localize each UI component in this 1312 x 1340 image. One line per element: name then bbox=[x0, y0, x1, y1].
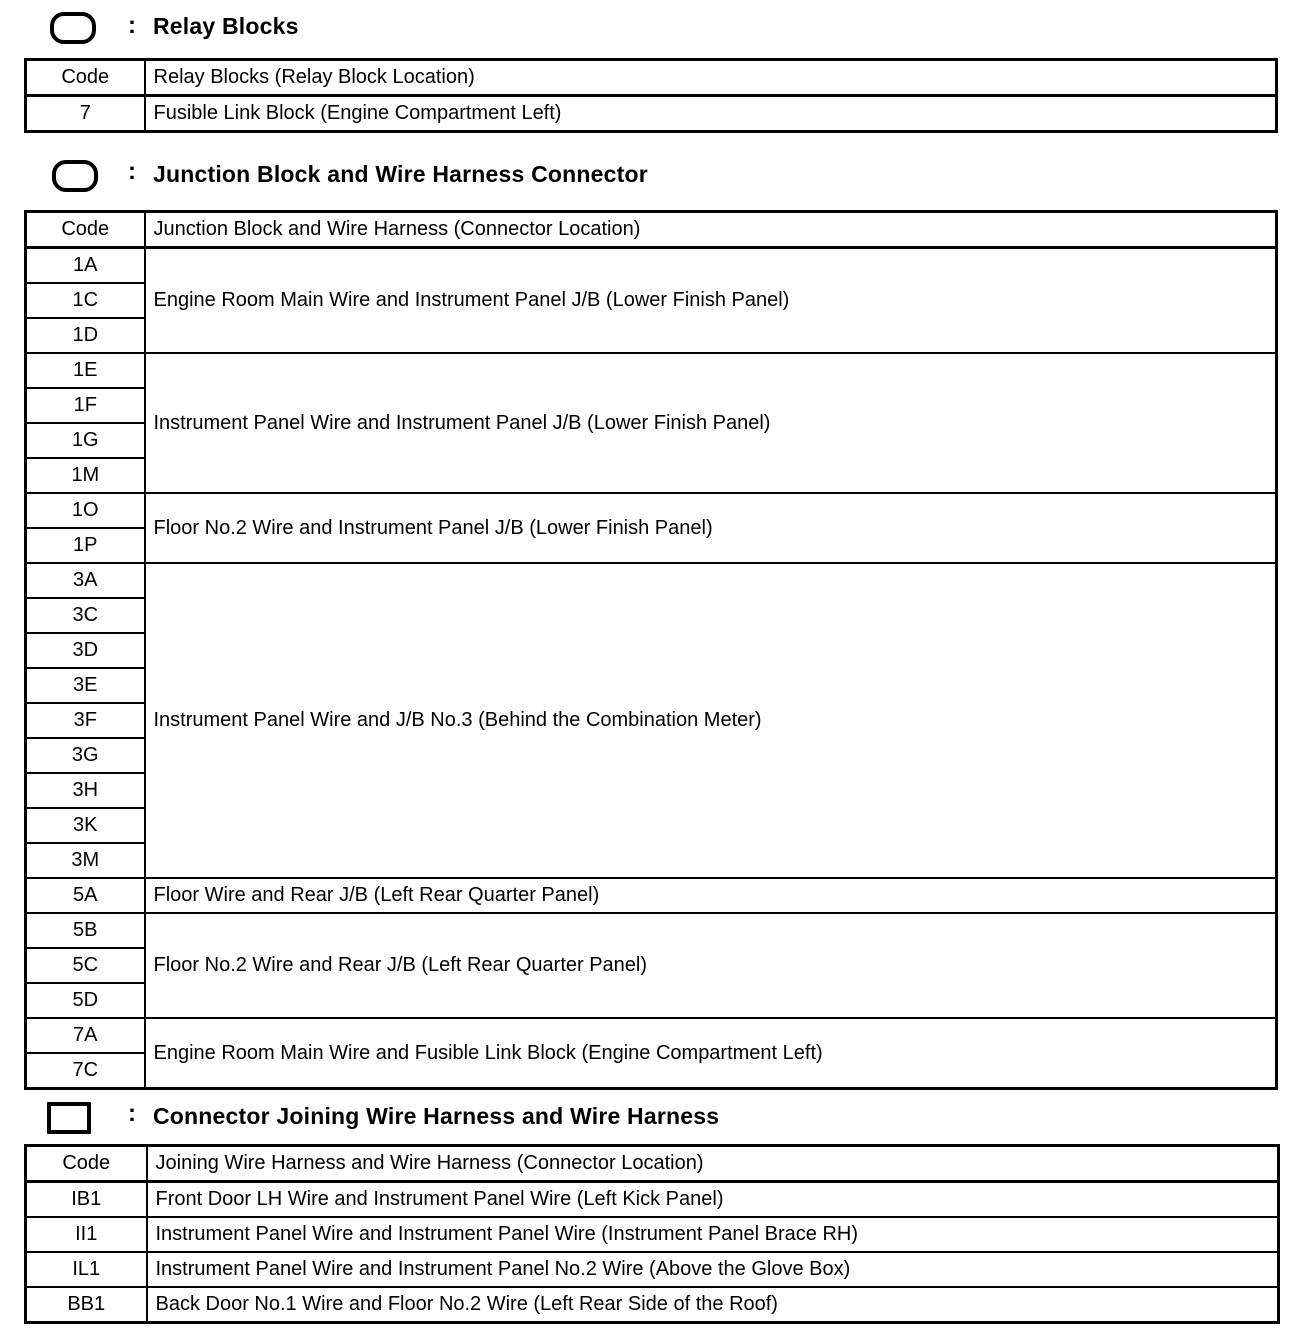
code-cell: BB1 bbox=[26, 1287, 147, 1323]
location-cell: Engine Room Main Wire and Instrument Panel J/B (Lower Finish Panel) bbox=[145, 248, 1277, 354]
section-title: Relay Blocks bbox=[153, 13, 299, 39]
heading-colon: : bbox=[128, 158, 136, 185]
junction-block-table bbox=[24, 210, 1278, 1090]
table-row bbox=[26, 248, 1277, 284]
code-cell: II1 bbox=[26, 1217, 147, 1252]
relay-blocks-table bbox=[24, 58, 1278, 133]
code-cell: 1M bbox=[26, 458, 145, 493]
code-cell: 7 bbox=[26, 96, 145, 132]
column-header-code: Code bbox=[26, 1146, 147, 1182]
column-header-code: Code bbox=[26, 212, 145, 248]
code-cell: 3G bbox=[26, 738, 145, 773]
table-row bbox=[26, 353, 1277, 388]
column-header-location: Joining Wire Harness and Wire Harness (Connector Location) bbox=[147, 1146, 1279, 1182]
code-cell: 3A bbox=[26, 563, 145, 598]
location-cell: Engine Room Main Wire and Fusible Link Block (Engine Compartment Left) bbox=[145, 1018, 1277, 1089]
code-cell: 1A bbox=[26, 248, 145, 284]
code-cell: 3D bbox=[26, 633, 145, 668]
table-row bbox=[26, 96, 1277, 132]
rounded-rectangle-icon bbox=[50, 12, 96, 44]
code-cell: 1D bbox=[26, 318, 145, 353]
code-cell: 5D bbox=[26, 983, 145, 1018]
column-header-location: Junction Block and Wire Harness (Connector Location) bbox=[145, 212, 1277, 248]
code-cell: 3F bbox=[26, 703, 145, 738]
code-cell: 1C bbox=[26, 283, 145, 318]
table-row bbox=[26, 913, 1277, 948]
code-cell: 1F bbox=[26, 388, 145, 423]
table-header-row bbox=[26, 212, 1277, 248]
code-cell: 5A bbox=[26, 878, 145, 913]
code-cell: 3K bbox=[26, 808, 145, 843]
connector-joining-heading bbox=[0, 1094, 1312, 1134]
location-cell: Fusible Link Block (Engine Compartment Left) bbox=[145, 96, 1277, 132]
code-cell: 7C bbox=[26, 1053, 145, 1089]
table-row bbox=[26, 563, 1277, 598]
table-row bbox=[26, 1217, 1279, 1252]
code-cell: 5C bbox=[26, 948, 145, 983]
location-cell: Front Door LH Wire and Instrument Panel Wire (Left Kick Panel) bbox=[147, 1182, 1279, 1218]
table-header-row bbox=[26, 1146, 1279, 1182]
heading-colon: : bbox=[128, 1100, 136, 1127]
code-cell: IL1 bbox=[26, 1252, 147, 1287]
rounded-rectangle-icon bbox=[52, 160, 98, 192]
section-title: Junction Block and Wire Harness Connector bbox=[153, 161, 648, 187]
table-row bbox=[26, 878, 1277, 913]
code-cell: 5B bbox=[26, 913, 145, 948]
location-cell: Back Door No.1 Wire and Floor No.2 Wire (Left Rear Side of the Roof) bbox=[147, 1287, 1279, 1323]
code-cell: 1E bbox=[26, 353, 145, 388]
code-cell: 1P bbox=[26, 528, 145, 563]
connector-joining-table bbox=[24, 1144, 1280, 1324]
column-header-location: Relay Blocks (Relay Block Location) bbox=[145, 60, 1277, 96]
table-row bbox=[26, 1018, 1277, 1053]
location-cell: Instrument Panel Wire and Instrument Panel No.2 Wire (Above the Glove Box) bbox=[147, 1252, 1279, 1287]
square-rectangle-icon bbox=[47, 1102, 91, 1134]
location-cell: Instrument Panel Wire and Instrument Panel J/B (Lower Finish Panel) bbox=[145, 353, 1277, 493]
table-row bbox=[26, 1287, 1279, 1323]
junction-block-heading bbox=[0, 152, 1312, 192]
code-cell: 3E bbox=[26, 668, 145, 703]
column-header-code: Code bbox=[26, 60, 145, 96]
code-cell: 1O bbox=[26, 493, 145, 528]
location-cell: Instrument Panel Wire and Instrument Panel Wire (Instrument Panel Brace RH) bbox=[147, 1217, 1279, 1252]
location-cell: Floor No.2 Wire and Rear J/B (Left Rear Quarter Panel) bbox=[145, 913, 1277, 1018]
code-cell: 1G bbox=[26, 423, 145, 458]
table-row bbox=[26, 1252, 1279, 1287]
code-cell: 3M bbox=[26, 843, 145, 878]
heading-colon: : bbox=[128, 12, 136, 39]
relay-blocks-heading bbox=[0, 4, 1312, 44]
location-cell: Floor No.2 Wire and Instrument Panel J/B (Lower Finish Panel) bbox=[145, 493, 1277, 563]
table-header-row bbox=[26, 60, 1277, 96]
code-cell: 3C bbox=[26, 598, 145, 633]
location-cell: Instrument Panel Wire and J/B No.3 (Behind the Combination Meter) bbox=[145, 563, 1277, 878]
section-title: Connector Joining Wire Harness and Wire Harness bbox=[153, 1103, 720, 1129]
table-row bbox=[26, 493, 1277, 528]
code-cell: 3H bbox=[26, 773, 145, 808]
location-cell: Floor Wire and Rear J/B (Left Rear Quarter Panel) bbox=[145, 878, 1277, 913]
table-row bbox=[26, 1182, 1279, 1218]
code-cell: 7A bbox=[26, 1018, 145, 1053]
code-cell: IB1 bbox=[26, 1182, 147, 1218]
